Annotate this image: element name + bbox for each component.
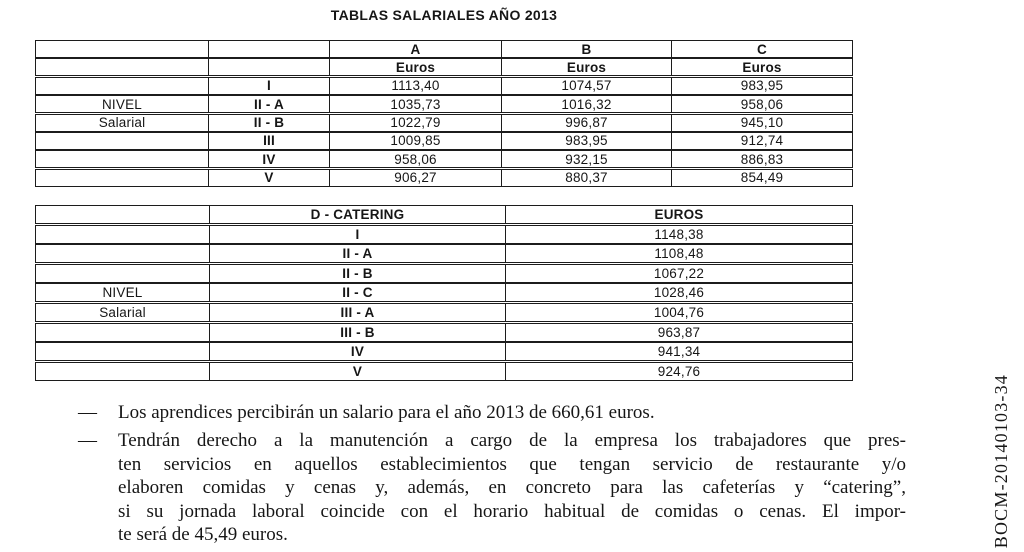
table-cell: 1148,38 — [505, 226, 852, 243]
note-line: Los aprendices percibirán un salario para el año 2013 de 660,61 euros. — [118, 402, 655, 423]
table-cell — [208, 41, 329, 57]
table-cell: 1016,32 — [501, 96, 671, 112]
table-cell: NIVEL — [102, 285, 143, 301]
table-row — [35, 169, 853, 187]
table-cell: Euros — [329, 59, 501, 75]
table-cell: Salarial — [99, 304, 146, 320]
table-cell — [36, 133, 208, 149]
table-cell: Euros — [671, 59, 852, 75]
document-title: TABLAS SALARIALES AÑO 2013 — [330, 7, 558, 23]
table-row — [35, 283, 853, 302]
table-cell: C — [671, 41, 852, 57]
table-cell — [36, 363, 209, 380]
table-cell: III — [208, 133, 329, 149]
table-row — [35, 132, 853, 150]
salary-table-catering — [35, 205, 853, 381]
table-cell — [36, 59, 208, 75]
table-cell — [36, 170, 208, 186]
table-cell: 886,83 — [671, 151, 852, 167]
table-cell — [36, 41, 208, 57]
table-row — [35, 342, 853, 361]
note-line: elaboren comidas y cenas y, además, en concreto para las cafeterías y “catering”, — [118, 477, 906, 498]
note-item-aprendices — [78, 401, 906, 425]
bullet-dash: — — [78, 402, 97, 423]
table-cell: III - B — [209, 324, 505, 341]
note-item-manutencion — [78, 429, 906, 547]
table-cell: Salarial — [98, 115, 146, 131]
table-cell: 958,06 — [329, 151, 501, 167]
table-cell: A — [329, 41, 501, 57]
note-line: ten servicios en aquellos establecimientos que tengan servicio de restaurante y/o — [118, 453, 906, 475]
table-cell: D - CATERING — [209, 206, 505, 223]
table-row — [35, 303, 853, 322]
table-cell: 996,87 — [501, 115, 671, 131]
table-cell: Euros — [501, 59, 671, 75]
table-cell: 924,76 — [505, 363, 852, 380]
table-cell: 880,37 — [501, 170, 671, 186]
table-row — [35, 114, 853, 132]
table-cell: II - C — [209, 284, 505, 301]
table-row — [35, 150, 853, 168]
table-cell — [36, 226, 209, 243]
table-row — [35, 323, 853, 342]
table-row — [35, 40, 853, 58]
note-line: Tendrán derecho a la manutención a cargo de la empresa los trabajadores que pres- — [118, 430, 906, 451]
table-cell: 1108,48 — [505, 245, 852, 262]
table-cell — [36, 206, 209, 223]
table-cell: 1035,73 — [329, 96, 501, 112]
bullet-dash: — — [78, 430, 97, 451]
table-cell: EUROS — [505, 206, 852, 223]
table-row — [35, 58, 853, 76]
table-cell: IV — [208, 151, 329, 167]
table-cell: I — [208, 78, 329, 94]
table-cell: V — [209, 363, 505, 380]
table-cell: I — [209, 226, 505, 243]
table-cell: 932,15 — [501, 151, 671, 167]
table-cell: V — [208, 170, 329, 186]
note-line: te será de 45,49 euros. — [118, 524, 288, 545]
table-cell: II - A — [208, 96, 329, 112]
table-row — [35, 264, 853, 283]
table-row — [35, 362, 853, 381]
table-cell: 854,49 — [671, 170, 852, 186]
table-cell: 1028,46 — [505, 284, 852, 301]
table-cell: IV — [209, 343, 505, 360]
table-cell: 941,34 — [505, 343, 852, 360]
table-row — [35, 244, 853, 263]
salary-table-general — [35, 40, 853, 187]
table-cell: 983,95 — [501, 133, 671, 149]
table-cell — [36, 151, 208, 167]
table-cell: NIVEL — [101, 96, 143, 112]
table-cell: 1004,76 — [505, 304, 852, 321]
table-cell: 1113,40 — [329, 78, 501, 94]
table-cell: 1067,22 — [505, 265, 852, 282]
table-row — [35, 95, 853, 113]
notes-section — [78, 401, 906, 547]
table-cell: 912,74 — [671, 133, 852, 149]
table-cell: 983,95 — [671, 78, 852, 94]
bocm-reference: BOCM-20140103-34 — [991, 373, 1011, 548]
note-text — [118, 429, 906, 547]
table-cell: III - A — [209, 304, 505, 321]
table-cell — [36, 78, 208, 94]
table-cell — [36, 245, 209, 262]
table-cell: 906,27 — [329, 170, 501, 186]
table-row — [35, 225, 853, 244]
table-cell: B — [501, 41, 671, 57]
table-row — [35, 77, 853, 95]
table-cell: 958,06 — [671, 96, 852, 112]
table-cell — [36, 324, 209, 341]
note-text — [118, 401, 906, 425]
table-cell: 1009,85 — [329, 133, 501, 149]
table-cell — [36, 343, 209, 360]
table-cell: 945,10 — [671, 115, 852, 131]
table-cell — [36, 265, 209, 282]
note-line: si su jornada laboral coincide con el horario habitual de comidas o cenas. El impor- — [118, 500, 906, 522]
table-cell: 1022,79 — [329, 115, 501, 131]
table-cell — [208, 59, 329, 75]
table-cell: II - B — [208, 115, 329, 131]
table-cell: 963,87 — [505, 324, 852, 341]
table-cell: 1074,57 — [501, 78, 671, 94]
table-cell: II - B — [209, 265, 505, 282]
table-row — [35, 205, 853, 224]
table-cell: II - A — [209, 245, 505, 262]
